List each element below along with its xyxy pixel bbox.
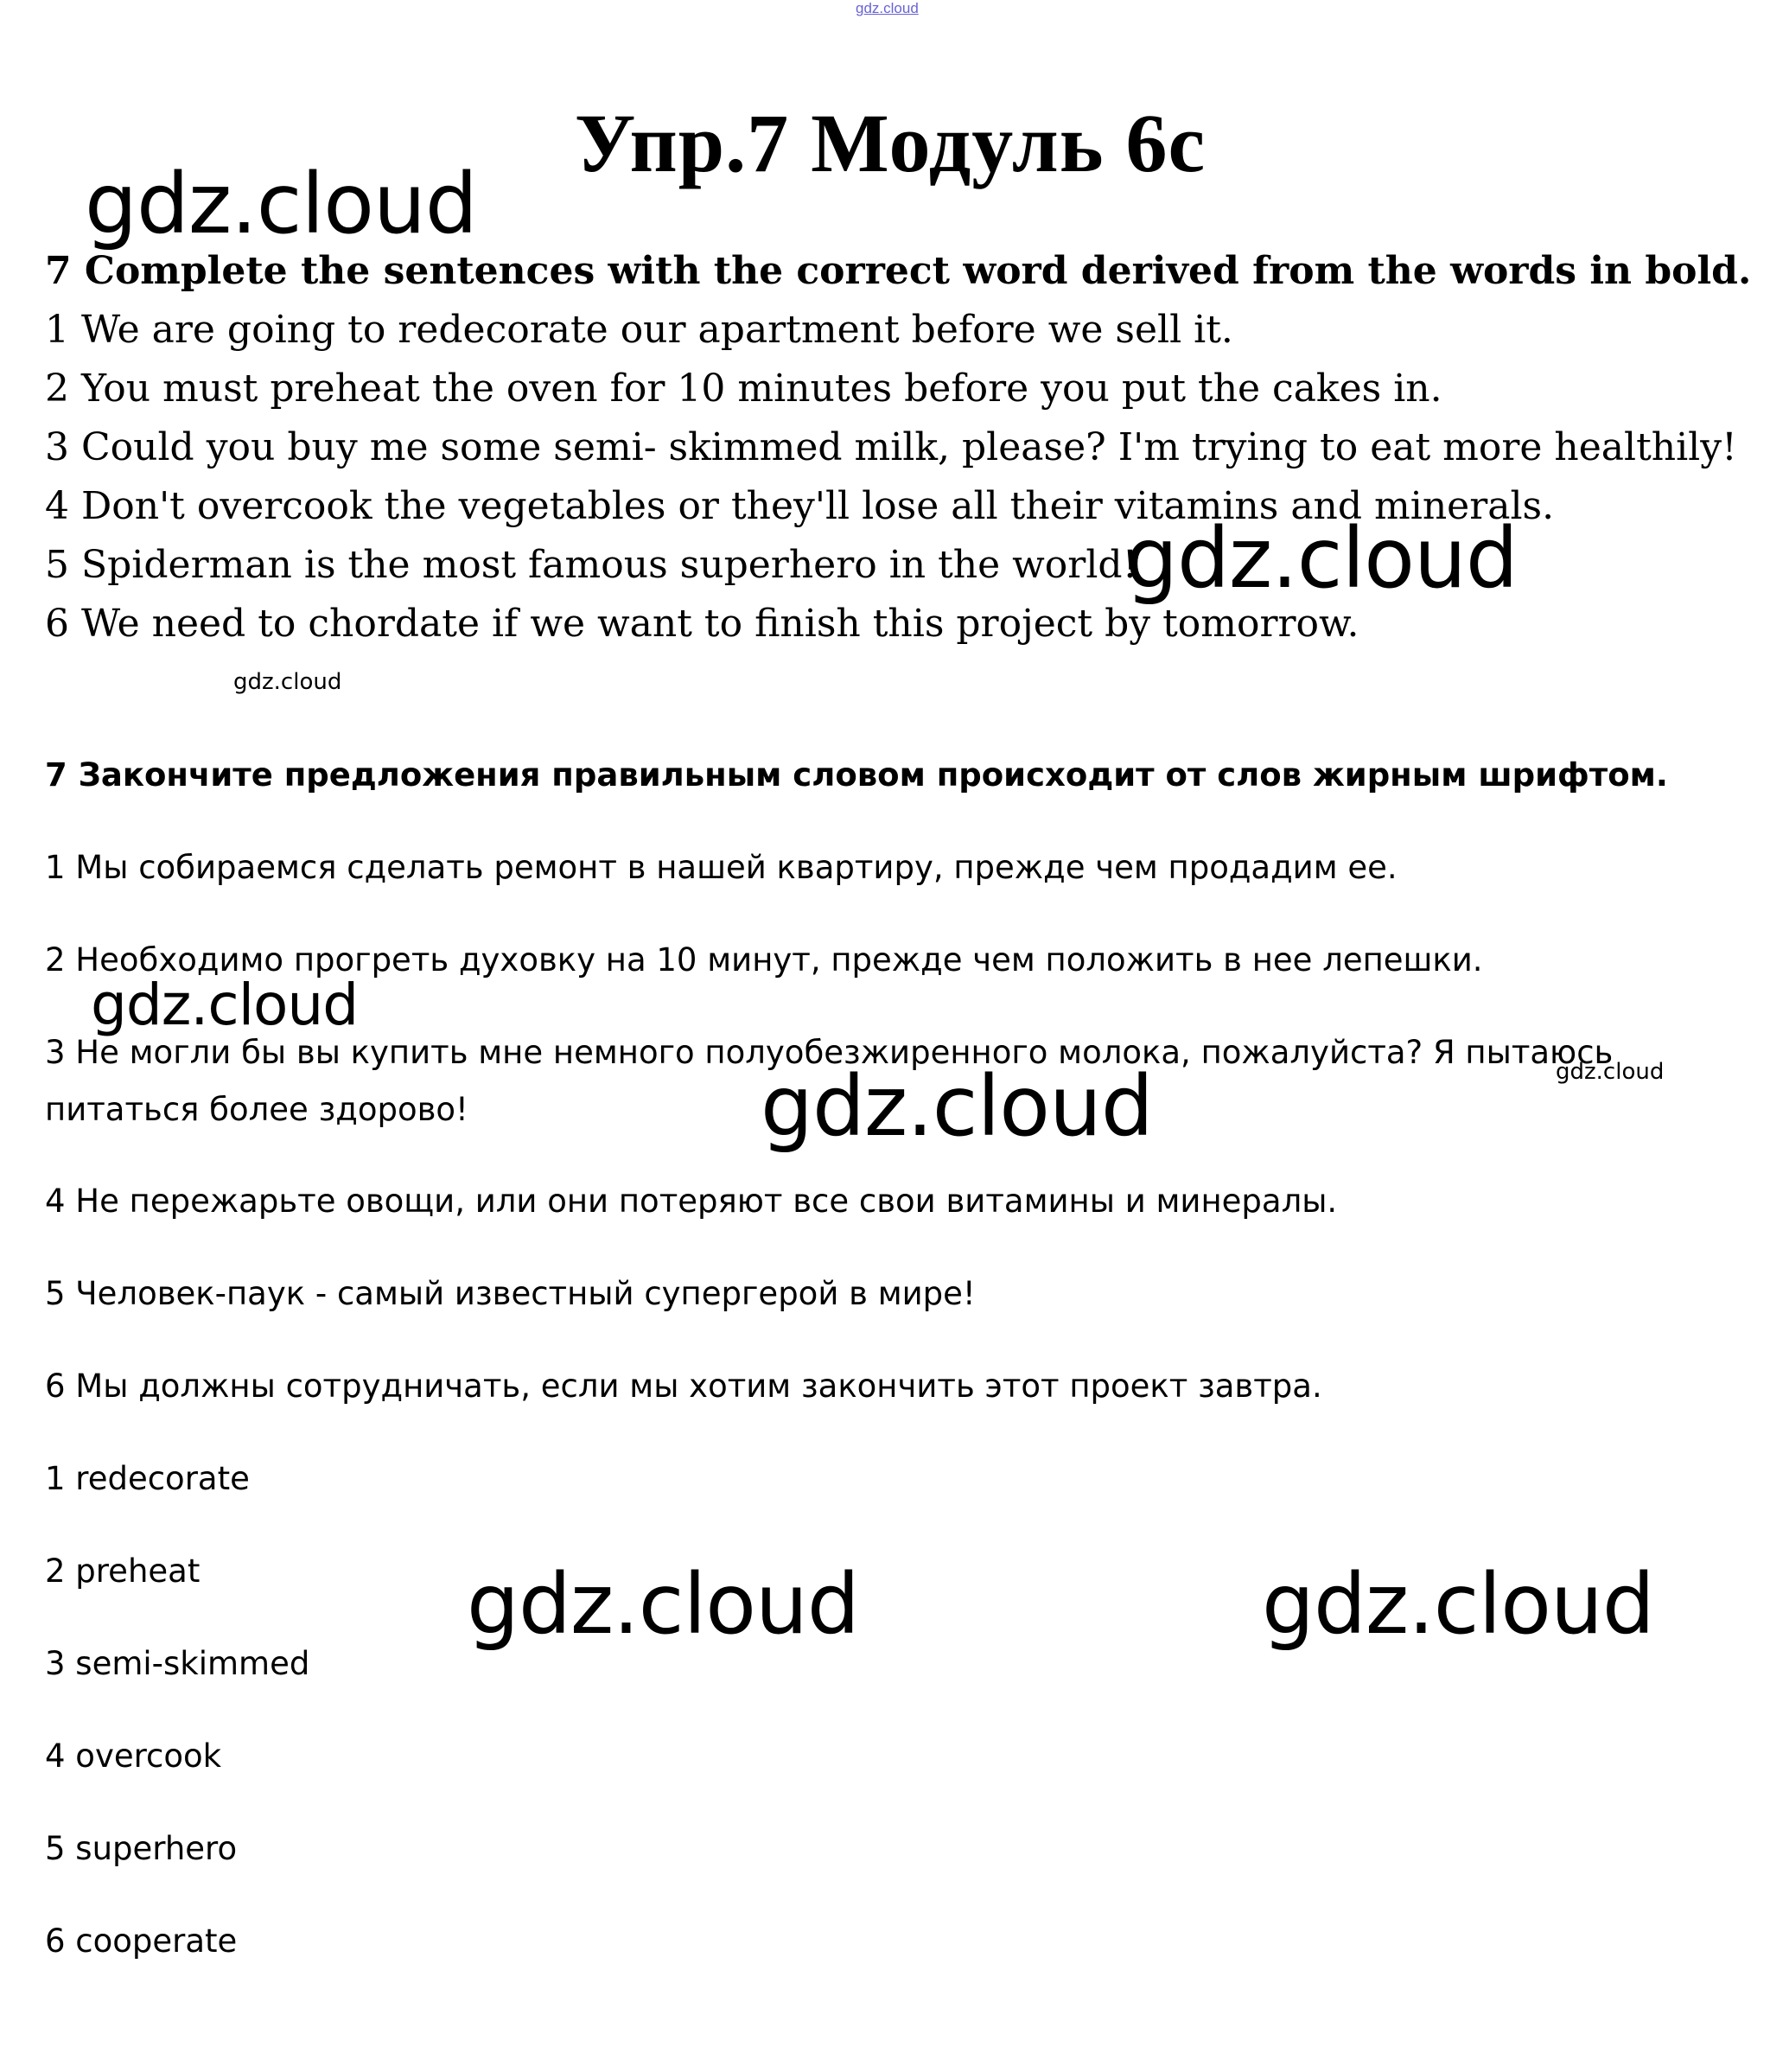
watermark-6: gdz.cloud <box>761 1058 1153 1155</box>
answer-5: 5 superhero <box>45 1830 238 1867</box>
english-instruction: 7 Complete the sentences with the correct word derived from the words in bold. <box>45 249 1752 293</box>
russian-sentence-1: 1 Мы собираемся сделать ремонт в нашей квартиру, прежде чем продадим ее. <box>45 849 1398 886</box>
watermark-7: gdz.cloud <box>467 1556 859 1653</box>
russian-sentence-3: 3 Не могли бы вы купить мне немного полуобезжиренного молока, пожалуйста? Я пытаюсь <box>45 1034 1614 1071</box>
answer-2: 2 preheat <box>45 1552 201 1590</box>
watermark-top: gdz.cloud <box>856 0 919 16</box>
english-sentence-3: 3 Could you buy me some semi- skimmed milk, please? I'm trying to eat more healthily! <box>45 425 1737 469</box>
russian-sentence-2: 2 Необходимо прогреть духовку на 10 минут, прежде чем положить в нее лепешки. <box>45 941 1483 979</box>
russian-sentence-3-continued: питаться более здорово! <box>45 1091 468 1128</box>
page-title-text: Упр.7 Модуль 6с <box>574 97 1207 189</box>
russian-sentence-5: 5 Человек-паук - самый известный супергерой в мире! <box>45 1275 976 1312</box>
watermark-1: gdz.cloud <box>85 156 477 252</box>
watermark-2: gdz.cloud <box>1125 510 1518 607</box>
russian-instruction: 7 Закончите предложения правильным словом происходит от слов жирным шрифтом. <box>45 756 1668 794</box>
russian-sentence-4: 4 Не пережарьте овощи, или они потеряют все свои витамины и минералы. <box>45 1183 1338 1220</box>
watermark-5: gdz.cloud <box>1556 1059 1665 1085</box>
watermark-3: gdz.cloud <box>233 669 342 695</box>
answer-3: 3 semi-skimmed <box>45 1645 310 1682</box>
english-sentence-1: 1 We are going to redecorate our apartment before we sell it. <box>45 308 1233 352</box>
watermark-8: gdz.cloud <box>1262 1556 1654 1653</box>
answer-1: 1 redecorate <box>45 1460 250 1497</box>
english-sentence-5: 5 Spiderman is the most famous superhero in the world! <box>45 543 1138 587</box>
russian-sentence-6: 6 Мы должны сотрудничать, если мы хотим закончить этот проект завтра. <box>45 1368 1322 1405</box>
watermark-4: gdz.cloud <box>91 972 359 1038</box>
english-sentence-2: 2 You must preheat the oven for 10 minutes before you put the cakes in. <box>45 367 1442 411</box>
answer-6: 6 cooperate <box>45 1922 238 1960</box>
answer-4: 4 overcook <box>45 1737 222 1775</box>
english-sentence-6: 6 We need to chordate if we want to finish this project by tomorrow. <box>45 602 1359 646</box>
english-sentence-4: 4 Don't overcook the vegetables or they'll lose all their vitamins and minerals. <box>45 484 1555 528</box>
